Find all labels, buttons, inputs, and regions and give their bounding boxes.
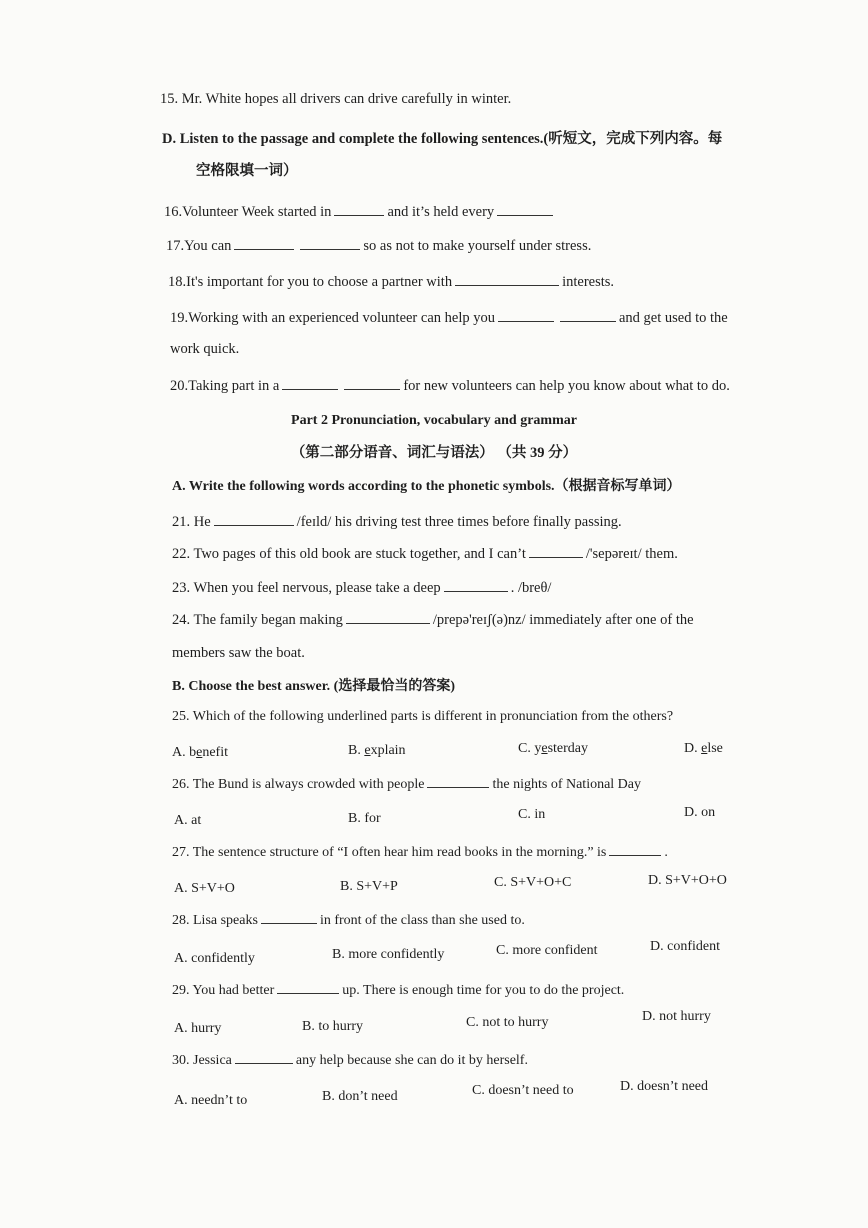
part-2-title: Part 2 Pronunciation, vocabulary and grammar (291, 413, 577, 428)
section-d-heading-cont: 空格限填一词） (196, 163, 298, 179)
answer-blank[interactable] (498, 308, 554, 322)
section-d-heading: D. Listen to the passage and complete the following sentences.(听短文，完成下列内容。每 (162, 131, 723, 147)
option-27b[interactable]: B. S+V+P (340, 879, 398, 894)
answer-blank[interactable] (346, 610, 430, 624)
section-a-heading: A. Write the following words according to the phonetic symbols.（根据音标写单词） (172, 479, 681, 494)
option-26c[interactable]: C. in (518, 807, 546, 822)
question-17: 17.You can so as not to make yourself under stress. (166, 238, 592, 254)
option-30c[interactable]: C. doesn’t need to (472, 1083, 574, 1098)
option-27a[interactable]: A. S+V+O (174, 881, 235, 896)
option-25d[interactable]: D. else (684, 741, 723, 756)
section-b-heading: B. Choose the best answer. (选择最恰当的答案) (172, 679, 455, 694)
option-30d[interactable]: D. doesn’t need (620, 1079, 708, 1094)
option-26a[interactable]: A. at (174, 813, 202, 828)
question-25: 25. Which of the following underlined parts is different in pronunciation from the others? (172, 709, 674, 724)
question-29: 29. You had better up. There is enough time for you to do the project. (172, 980, 624, 1000)
question-21: 21. He /feɪld/ his driving test three times before finally passing. (172, 514, 622, 530)
question-15: 15. Mr. White hopes all drivers can drive carefully in winter. (160, 91, 512, 107)
answer-blank[interactable] (214, 512, 294, 526)
option-28a[interactable]: A. confidently (174, 951, 255, 966)
part-2-subtitle: （第二部分语音、词汇与语法） （共 39 分） (290, 445, 578, 461)
question-18: 18.It's important for you to choose a partner with interests. (168, 274, 615, 290)
option-29d[interactable]: D. not hurry (642, 1009, 711, 1024)
answer-blank[interactable] (300, 236, 360, 250)
option-25a[interactable]: A. benefit (172, 745, 228, 760)
question-27: 27. The sentence structure of “I often hear him read books in the morning.” is . (172, 842, 668, 862)
answer-blank[interactable] (427, 774, 489, 788)
question-19-cont: work quick. (170, 341, 240, 357)
question-16: 16.Volunteer Week started in and it’s held every (164, 202, 556, 221)
question-20: 20.Taking part in a for new volunteers can help you know about what to do. (170, 378, 730, 394)
question-26: 26. The Bund is always crowded with people the nights of National Day (172, 774, 641, 794)
option-28d[interactable]: D. confident (650, 939, 720, 954)
question-19: 19.Working with an experienced volunteer can help you and get used to the (170, 310, 728, 326)
answer-blank[interactable] (609, 842, 661, 856)
answer-blank[interactable] (497, 202, 553, 216)
option-29c[interactable]: C. not to hurry (466, 1015, 549, 1030)
option-26d[interactable]: D. on (684, 805, 716, 820)
answer-blank[interactable] (282, 376, 338, 390)
answer-blank[interactable] (234, 236, 294, 250)
answer-blank[interactable] (277, 980, 339, 994)
option-30b[interactable]: B. don’t need (322, 1089, 398, 1104)
answer-blank[interactable] (344, 376, 400, 390)
option-28c[interactable]: C. more confident (496, 943, 598, 958)
answer-blank[interactable] (261, 910, 317, 924)
question-24-cont: members saw the boat. (172, 645, 305, 661)
question-30: 30. Jessica any help because she can do it by herself. (172, 1050, 528, 1070)
question-28: 28. Lisa speaks in front of the class than she used to. (172, 910, 525, 930)
option-26b[interactable]: B. for (348, 811, 381, 826)
option-30a[interactable]: A. needn’t to (174, 1093, 248, 1108)
option-27c[interactable]: C. S+V+O+C (494, 875, 572, 890)
option-28b[interactable]: B. more confidently (332, 947, 445, 962)
answer-blank[interactable] (529, 544, 583, 558)
option-25b[interactable]: B. explain (348, 743, 406, 758)
option-25c[interactable]: C. yesterday (518, 741, 588, 756)
answer-blank[interactable] (455, 272, 559, 286)
answer-blank[interactable] (560, 308, 616, 322)
question-24: 24. The family began making /prepə'reɪʃ(ə)nz/ immediately after one of the (172, 612, 694, 628)
answer-blank[interactable] (235, 1050, 293, 1064)
option-29b[interactable]: B. to hurry (302, 1019, 364, 1034)
option-27d[interactable]: D. S+V+O+O (648, 873, 727, 888)
question-22: 22. Two pages of this old book are stuck together, and I can’t /'sepəreɪt/ them. (172, 546, 678, 562)
answer-blank[interactable] (444, 578, 508, 592)
answer-blank[interactable] (334, 202, 384, 216)
question-23: 23. When you feel nervous, please take a deep . /breθ/ (172, 580, 552, 596)
option-29a[interactable]: A. hurry (174, 1021, 222, 1036)
